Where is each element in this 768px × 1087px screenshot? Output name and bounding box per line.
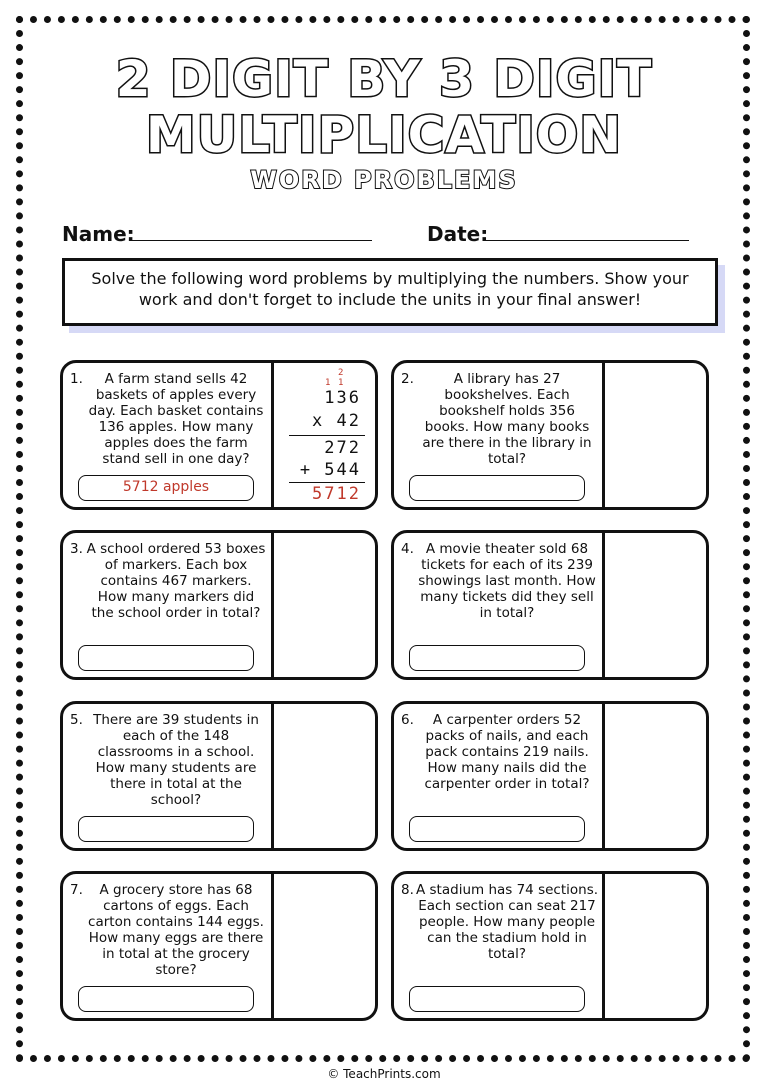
problem-card-7 bbox=[60, 871, 378, 1021]
problem-number: 3. bbox=[70, 541, 83, 557]
answer-box[interactable]: 5712 apples bbox=[78, 475, 254, 501]
partial-product-2: + 544 bbox=[299, 460, 361, 480]
card-divider bbox=[271, 533, 274, 677]
problem-text: A stadium has 74 sections. Each section can seat 217 people. How many people can the stadium hold in total? bbox=[416, 882, 599, 962]
work-area[interactable] bbox=[275, 363, 375, 507]
answer-box[interactable] bbox=[78, 816, 254, 842]
problem-number: 5. bbox=[70, 712, 83, 728]
card-divider bbox=[602, 704, 605, 848]
problem-number: 8. bbox=[401, 882, 414, 898]
card-divider bbox=[271, 874, 274, 1018]
problem-card-6 bbox=[391, 701, 709, 851]
problem-card-1 bbox=[60, 360, 378, 510]
problem-text: A carpenter orders 52 packs of nails, and each pack contains 219 nails. How many nails did the carpenter order in total? bbox=[424, 712, 590, 792]
date-field[interactable] bbox=[483, 240, 689, 241]
problem-number: 2. bbox=[401, 371, 414, 387]
problem-number: 7. bbox=[70, 882, 83, 898]
answer-box[interactable] bbox=[409, 816, 585, 842]
problem-text: A library has 27 bookshelves. Each bookshelf holds 356 books. How many books are there in the library in total? bbox=[422, 371, 592, 467]
work-rule bbox=[289, 435, 365, 436]
problem-number: 1. bbox=[70, 371, 83, 387]
title-line-2: MULTIPLICATION bbox=[145, 106, 623, 164]
carry-digit: 2 bbox=[338, 368, 344, 378]
card-divider bbox=[602, 533, 605, 677]
problem-text: A farm stand sells 42 baskets of apples every day. Each basket contains 136 apples. How many apples does the farm stand sell in one day? bbox=[88, 371, 264, 467]
problem-text: A school ordered 53 boxes of markers. Each box contains 467 markers. How many markers did the school order in total? bbox=[86, 541, 266, 621]
answer-box[interactable] bbox=[409, 475, 585, 501]
multiplier: x 42 bbox=[312, 411, 361, 431]
card-divider bbox=[271, 704, 274, 848]
work-rule bbox=[289, 482, 365, 483]
problem-card-3 bbox=[60, 530, 378, 680]
answer-box[interactable] bbox=[78, 986, 254, 1012]
subtitle: WORD PROBLEMS bbox=[250, 166, 518, 194]
answer-box[interactable] bbox=[409, 986, 585, 1012]
card-divider bbox=[602, 874, 605, 1018]
answer-box[interactable] bbox=[409, 645, 585, 671]
date-label: Date: bbox=[427, 222, 489, 246]
name-field[interactable] bbox=[130, 240, 372, 241]
problem-card-8 bbox=[391, 871, 709, 1021]
name-label: Name: bbox=[62, 222, 135, 246]
partial-product-1: 272 bbox=[324, 438, 361, 458]
problem-card-2 bbox=[391, 360, 709, 510]
copyright-footer: © TeachPrints.com bbox=[327, 1067, 441, 1081]
problem-number: 6. bbox=[401, 712, 414, 728]
problem-text: There are 39 students in each of the 148 classrooms in a school. How many students are there in total at the school? bbox=[93, 712, 259, 808]
problem-card-4 bbox=[391, 530, 709, 680]
problem-number: 4. bbox=[401, 541, 414, 557]
multiplicand: 136 bbox=[324, 388, 361, 408]
final-product: 5712 bbox=[312, 484, 361, 504]
carry-digit: 1 bbox=[338, 378, 344, 388]
card-divider bbox=[271, 363, 274, 507]
card-divider bbox=[602, 363, 605, 507]
problem-text: A movie theater sold 68 tickets for each of its 239 showings last month. How many tickets did they sell in total? bbox=[418, 541, 596, 621]
answer-box[interactable] bbox=[78, 645, 254, 671]
carry-digit: 1 bbox=[325, 378, 331, 388]
problem-card-5 bbox=[60, 701, 378, 851]
instructions-box: Solve the following word problems by multiplying the numbers. Show your work and don't forget to include the units in your final answer! bbox=[62, 258, 718, 326]
title-line-1: 2 DIGIT BY 3 DIGIT bbox=[115, 50, 653, 108]
problem-text: A grocery store has 68 cartons of eggs. Each carton contains 144 eggs. How many eggs are there in total at the grocery store? bbox=[88, 882, 264, 978]
